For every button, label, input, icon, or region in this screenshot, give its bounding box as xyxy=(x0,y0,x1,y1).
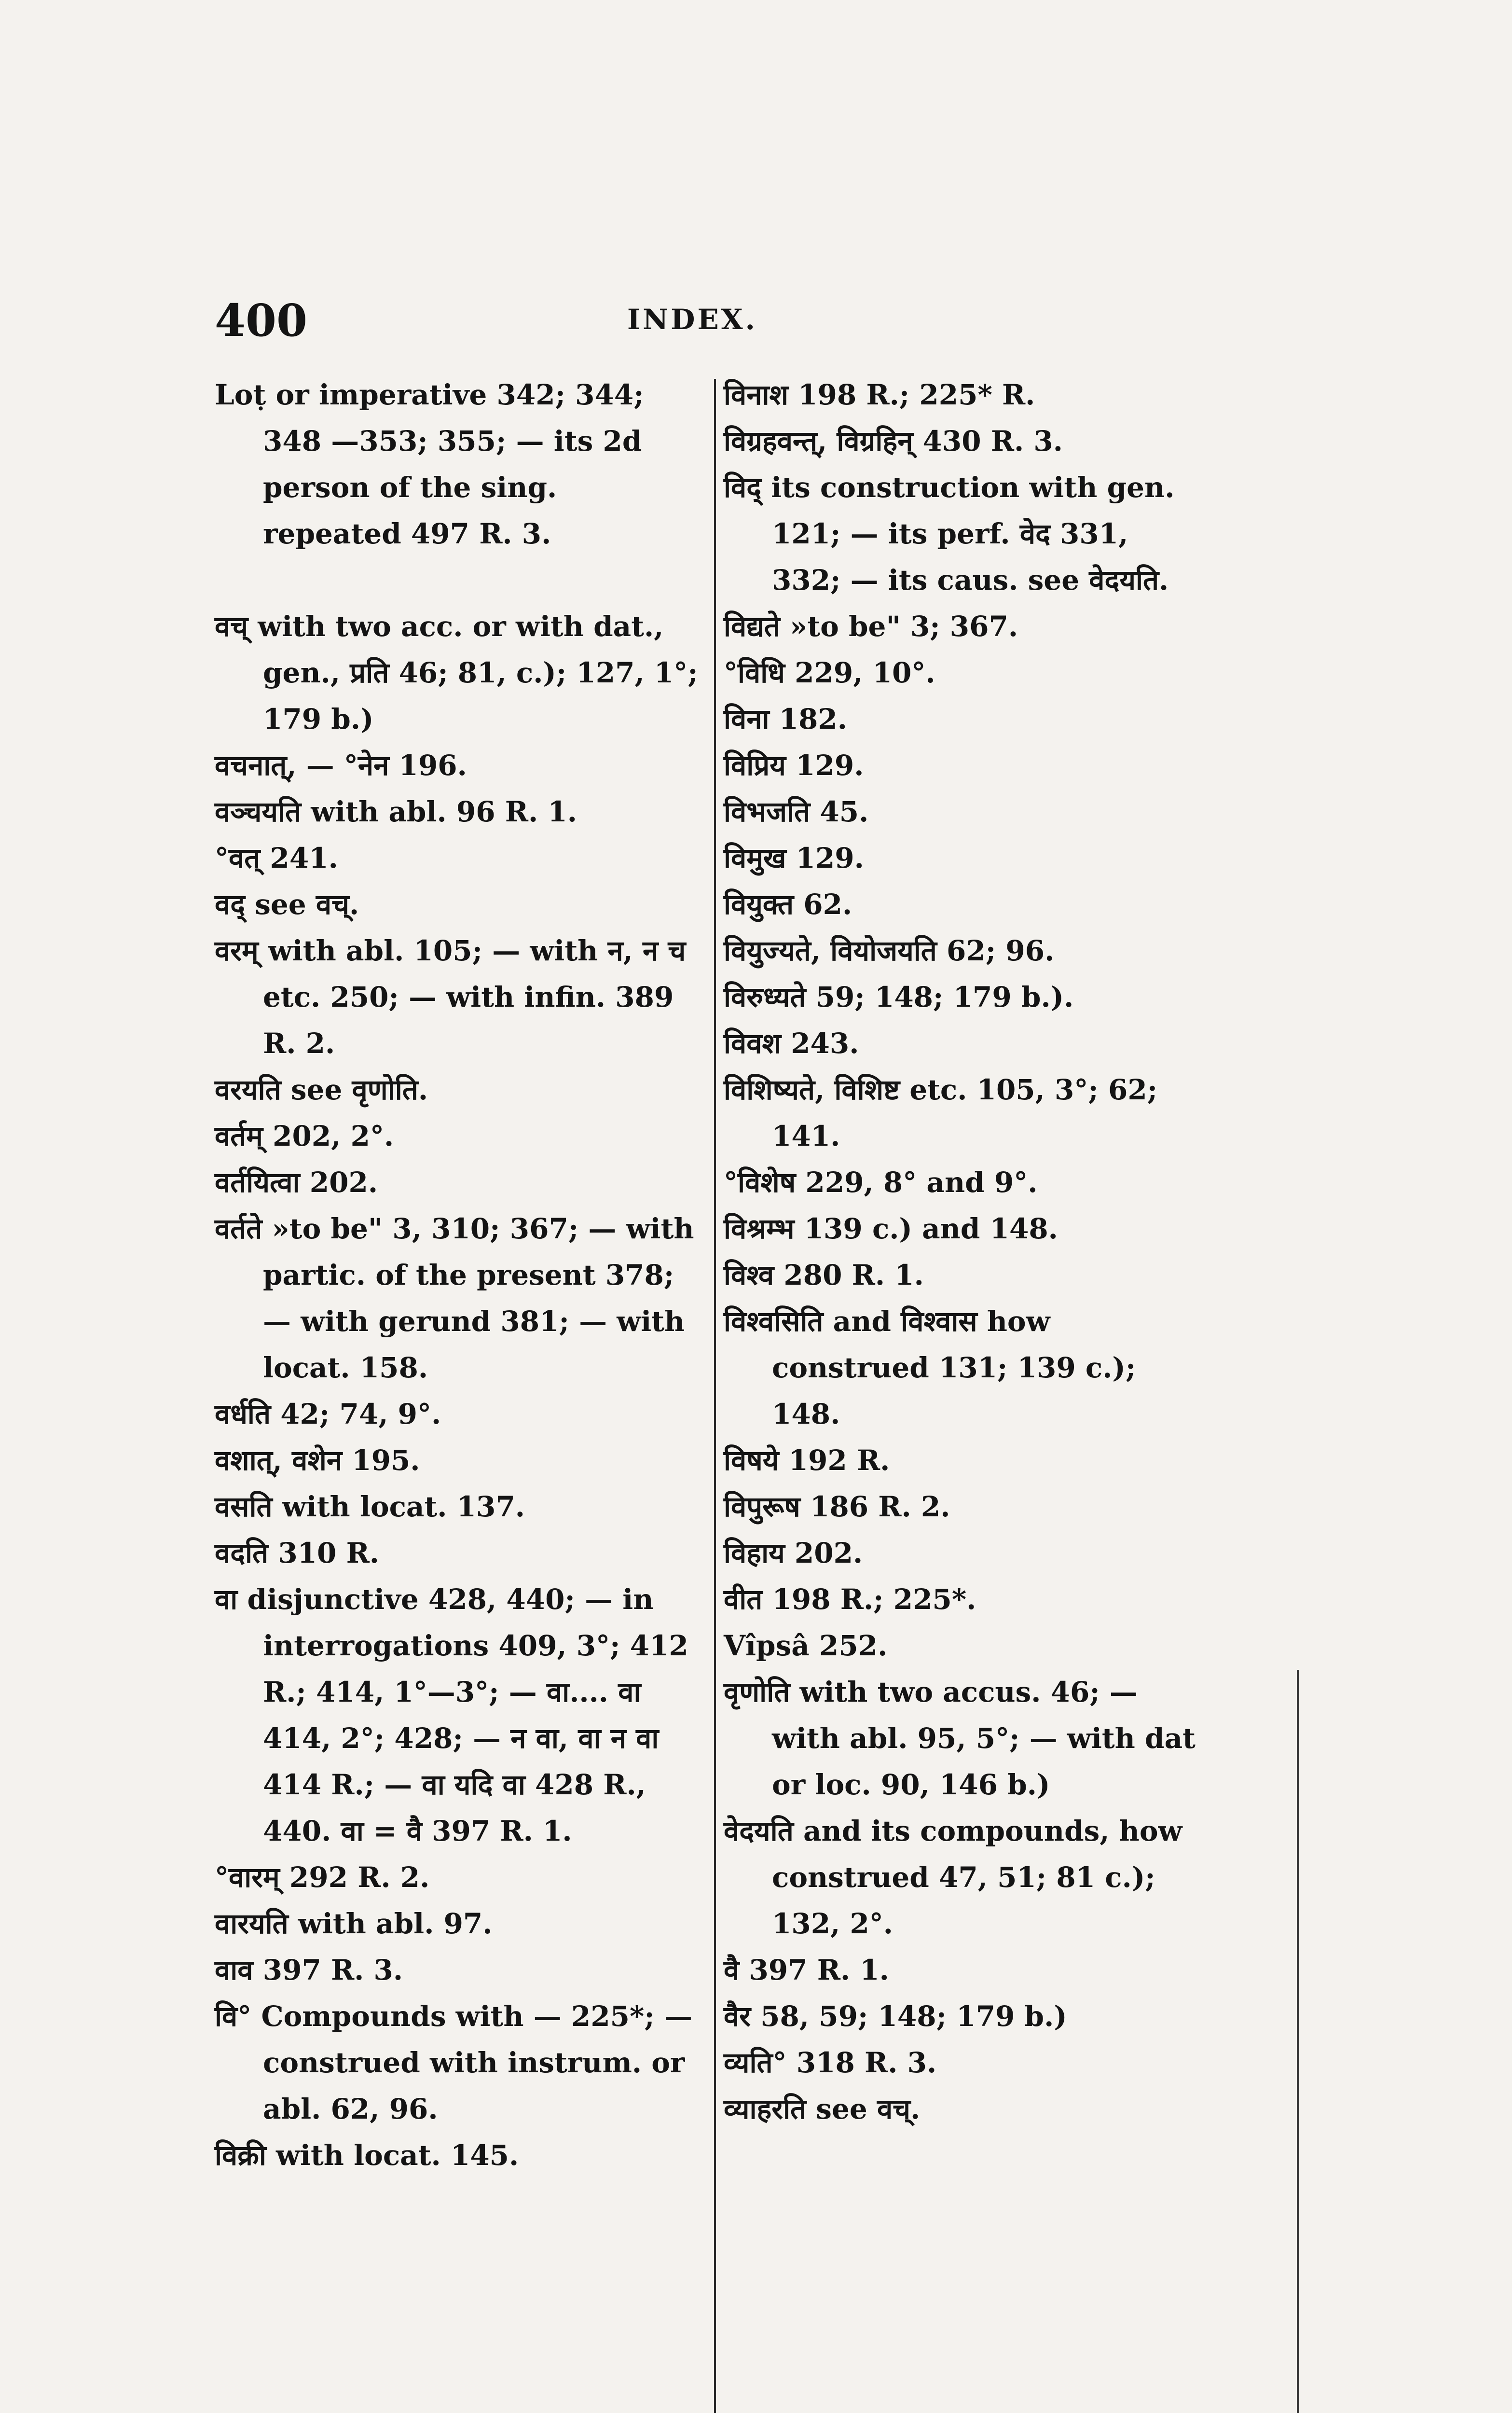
index-entry: वशात्, वशेन 195. xyxy=(215,1444,420,1477)
index-entry: वि° Compounds with — 225*; — construed with instrum. or abl. 62, 96. xyxy=(215,2000,692,2125)
index-entry: वेदयति and its compounds, how construed 47, 51; 81 c.); 132, 2°. xyxy=(724,1815,1182,1940)
index-entry: विनाश 198 R.; 225* R. xyxy=(724,378,1035,411)
index-entry: वीत 198 R.; 225*. xyxy=(724,1583,976,1616)
index-entry: वर्धति 42; 74, 9°. xyxy=(215,1398,441,1430)
index-entry: विना 182. xyxy=(724,703,847,735)
index-entry: °वारम् 292 R. 2. xyxy=(215,1861,430,1894)
index-entry: वचनात्, — °नेन 196. xyxy=(215,749,467,782)
index-entry: विमुख 129. xyxy=(724,842,864,874)
index-entry: °वत् 241. xyxy=(215,842,338,874)
index-column-right xyxy=(724,372,1206,2132)
index-entry: Loṭ or imperative 342; 344; 348 —353; 355; — its 2d person of the sing. repeated 497 R. 3. xyxy=(215,378,644,550)
index-entry: वियुज्यते, वियोजयति 62; 96. xyxy=(724,934,1055,967)
index-entry: वर्तम् 202, 2°. xyxy=(215,1120,394,1152)
index-entry: विश्रम्भ 139 c.) and 148. xyxy=(724,1212,1058,1245)
page-number: 400 xyxy=(215,294,308,347)
index-entry: वा disjunctive 428, 440; — in interrogations 409, 3°; 412 R.; 414, 1°—3°; — वा.... वा 414, 2°; 428; — न वा, वा न वा 414 R.; — वा यदि वा 428 R., 440. वा = वै 397 R. 1. xyxy=(215,1583,688,1847)
index-entry: विक्री with locat. 145. xyxy=(215,2139,519,2172)
index-entry: विद् its construction with gen. 121; — its perf. वेद 331, 332; — its caus. see वेदयति. xyxy=(724,471,1175,596)
index-entry: वसति with locat. 137. xyxy=(215,1490,525,1523)
index-entry: विवश 243. xyxy=(724,1027,859,1060)
index-column-left xyxy=(215,372,704,2178)
index-entry: वच् with two acc. or with dat., gen., प्रति 46; 81, c.); 127, 1°; 179 b.) xyxy=(215,610,698,735)
index-entry: वर्तते »to be" 3, 310; 367; — with partic. of the present 378; — with gerund 381; — with locat. 158. xyxy=(215,1212,694,1384)
index-entry: विशिष्यते, विशिष्ट etc. 105, 3°; 62; 141. xyxy=(724,1073,1158,1152)
index-entry: वञ्चयति with abl. 96 R. 1. xyxy=(215,795,577,828)
index-entry: विप्रिय 129. xyxy=(724,749,864,782)
index-entry: Vîpsâ 252. xyxy=(724,1629,888,1662)
index-entry: विश्वसिति and विश्वास how construed 131; 139 c.); 148. xyxy=(724,1305,1136,1430)
index-entry: विरुध्यते 59; 148; 179 b.). xyxy=(724,981,1074,1013)
index-entry: वृणोति with two accus. 46; — with abl. 95, 5°; — with dat or loc. 90, 146 b.) xyxy=(724,1676,1196,1801)
index-entry: वैर 58, 59; 148; 179 b.) xyxy=(724,2000,1067,2033)
index-entry: °विशेष 229, 8° and 9°. xyxy=(724,1166,1038,1199)
index-entry: वियुक्त 62. xyxy=(724,888,852,921)
index-entry: व्यति° 318 R. 3. xyxy=(724,2046,937,2079)
index-entry: विषये 192 R. xyxy=(724,1444,890,1477)
column-divider xyxy=(714,379,716,2413)
index-entry: °विधि 229, 10°. xyxy=(724,656,935,689)
index-entry: वारयति with abl. 97. xyxy=(215,1907,493,1940)
entry-gap xyxy=(215,557,704,603)
index-entry: विग्रहवन्त्, विग्रहिन् 430 R. 3. xyxy=(724,425,1063,458)
index-entry: वरम् with abl. 105; — with न, न च etc. 250; — with infin. 389 R. 2. xyxy=(215,934,686,1060)
index-entry: वाव 397 R. 3. xyxy=(215,1954,403,1986)
index-entry: विहाय 202. xyxy=(724,1537,863,1569)
index-entry: वर्तयित्वा 202. xyxy=(215,1166,378,1199)
margin-rule xyxy=(1297,1670,1299,2413)
index-entry: विद्यते »to be" 3; 367. xyxy=(724,610,1018,643)
index-entry: वै 397 R. 1. xyxy=(724,1954,889,1986)
index-entry: वरयति see वृणोति. xyxy=(215,1073,428,1106)
index-entry: विभजति 45. xyxy=(724,795,869,828)
index-entry: वदति 310 R. xyxy=(215,1537,379,1569)
index-entry: विपुरूष 186 R. 2. xyxy=(724,1490,950,1523)
index-entry: वद् see वच्. xyxy=(215,888,359,921)
running-head: INDEX. xyxy=(627,303,757,336)
index-entry: विश्व 280 R. 1. xyxy=(724,1259,924,1291)
index-entry: व्याहरति see वच्. xyxy=(724,2093,921,2125)
